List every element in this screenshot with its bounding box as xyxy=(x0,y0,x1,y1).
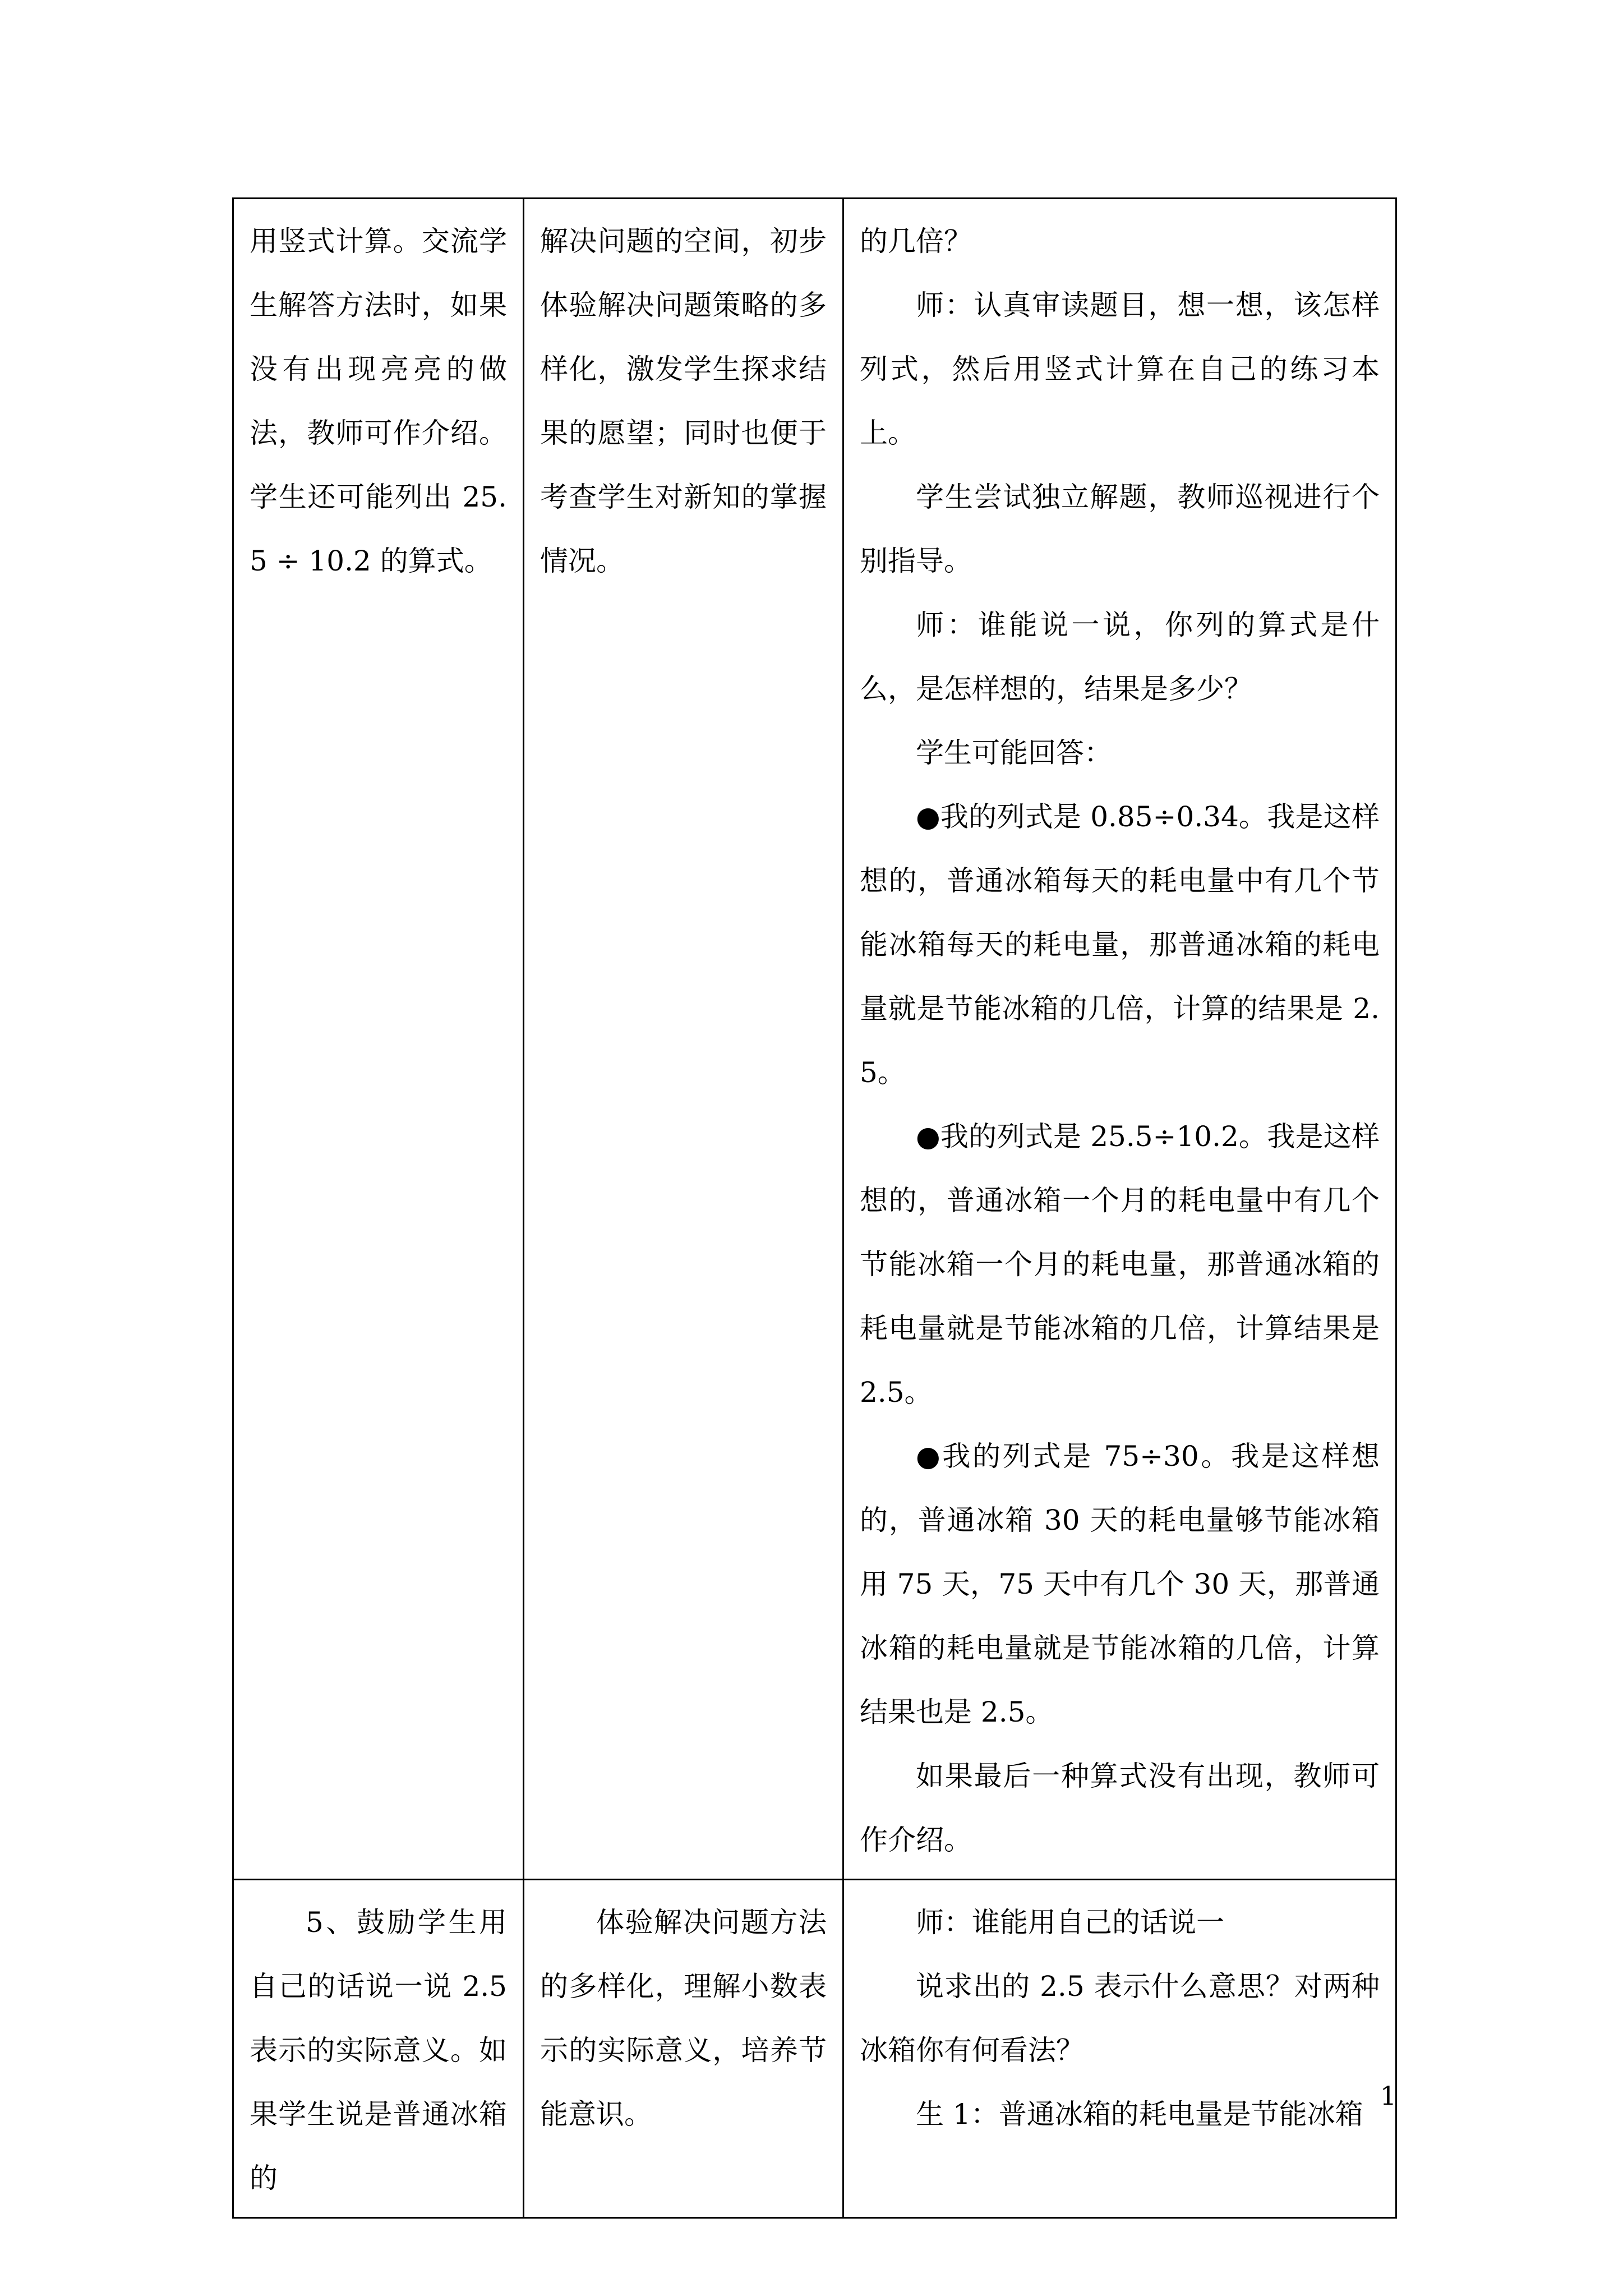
lesson-plan-table xyxy=(232,197,1397,2219)
paragraph: ●我的列式是 25.5÷10.2。我是这样想的，普通冰箱一个月的耗电量中有几个节能冰箱一个月的耗电量，那普通冰箱的耗电量就是节能冰箱的几倍，计算结果是 2.5。 xyxy=(860,1120,1380,1409)
cell-text: 5、鼓励学生用自己的话说一说 2.5 表示的实际意义。如果学生说是普通冰箱的 xyxy=(250,1906,516,2194)
teaching-process-cell xyxy=(843,1880,1396,2218)
paragraph: 生 1：普通冰箱的耗电量是节能冰箱 xyxy=(916,2098,1363,2131)
paragraph: 师：谁能说一说，你列的算式是什么，是怎样想的，结果是多少？ xyxy=(860,609,1380,705)
paragraph: ●我的列式是 75÷30。我是这样想的，普通冰箱 30 天的耗电量够节能冰箱用 75 天，75 天中有几个 30 天，那普通冰箱的耗电量就是节能冰箱的几倍，计算结果也是 2.5。 xyxy=(860,1440,1380,1728)
cell-text: 解决问题的空间，初步体验解决问题策略的多样化，激发学生探求结果的愿望；同时也便于考查学生对新知的掌握情况。 xyxy=(540,225,827,577)
paragraph: 如果最后一种算式没有出现，教师可作介绍。 xyxy=(860,1760,1380,1856)
paragraph: 师：认真审读题目，想一想，该怎样列式，然后用竖式计算在自己的练习本上。 xyxy=(860,289,1380,449)
cell-text: 用竖式计算。交流学生解答方法时，如果没有出现亮亮的做法，教师可作介绍。学生还可能列出 25.5 ÷ 10.2 的算式。 xyxy=(250,225,507,577)
table-row xyxy=(233,199,1396,1880)
table-row xyxy=(233,1880,1396,2218)
paragraph: 学生可能回答： xyxy=(916,737,1112,769)
teaching-suggestion-cell xyxy=(233,1880,524,2218)
paragraph: 的几倍？ xyxy=(860,225,972,257)
paragraph: ●我的列式是 0.85÷0.34。我是这样想的，普通冰箱每天的耗电量中有几个节能冰箱每天的耗电量，那普通冰箱的耗电量就是节能冰箱的几倍，计算的结果是 2.5。 xyxy=(860,800,1380,1089)
paragraph: 学生尝试独立解题，教师巡视进行个别指导。 xyxy=(860,481,1380,577)
teaching-suggestion-cell xyxy=(233,199,524,1880)
teaching-process-cell xyxy=(843,199,1396,1880)
paragraph: 说求出的 2.5 表示什么意思？对两种冰箱你有何看法？ xyxy=(860,1970,1380,2067)
page-number: 1 xyxy=(1380,2081,1396,2111)
design-intent-cell xyxy=(524,199,843,1880)
cell-text: 体验解决问题方法的多样化，理解小数表示的实际意义，培养节能意识。 xyxy=(540,1906,827,2131)
paragraph: 师：谁能用自己的话说一 xyxy=(916,1906,1224,1939)
design-intent-cell xyxy=(524,1880,843,2218)
